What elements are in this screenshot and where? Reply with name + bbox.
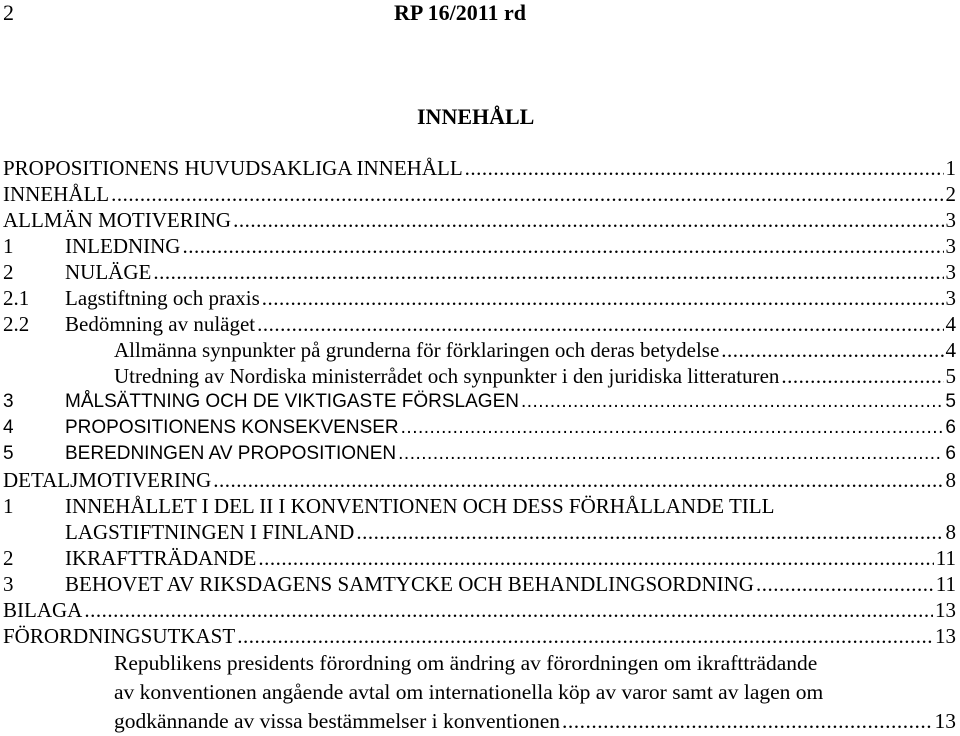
toc-entry[interactable] bbox=[3, 571, 956, 597]
toc-entry-title: BEREDNINGEN AV PROPOSITIONEN bbox=[65, 443, 397, 464]
toc-entry-page: 5 bbox=[945, 391, 956, 412]
toc-entry-title: PROPOSITIONENS KONSEKVENSER bbox=[65, 417, 399, 438]
toc-entry-title: INLEDNING bbox=[65, 234, 181, 258]
toc-entry-title: FÖRORDNINGSUTKAST bbox=[3, 624, 236, 648]
toc-entry[interactable] bbox=[3, 181, 956, 207]
toc-entry-number: 1 bbox=[3, 494, 14, 518]
toc-entry-title: IKRAFTTRÄDANDE bbox=[65, 546, 257, 570]
toc-entry-number: 2.2 bbox=[3, 312, 30, 336]
toc-entry[interactable] bbox=[3, 467, 956, 493]
toc-entry-number: 3 bbox=[3, 572, 14, 596]
dot-leader bbox=[465, 155, 944, 181]
toc-entry[interactable] bbox=[3, 389, 956, 415]
toc-entry[interactable] bbox=[3, 597, 956, 623]
toc-entry-number: 2 bbox=[3, 546, 14, 570]
toc-entry[interactable] bbox=[3, 207, 956, 233]
toc-entry-page: 13 bbox=[935, 598, 956, 622]
toc-entry-page: 8 bbox=[945, 468, 956, 492]
toc-entry-title: godkännande av vissa bestämmelser i konventionen bbox=[114, 709, 561, 733]
toc-entry-number: 2.1 bbox=[3, 286, 30, 310]
toc-entry[interactable] bbox=[3, 155, 956, 181]
toc-entry-number: 1 bbox=[3, 234, 14, 258]
toc-entry[interactable] bbox=[3, 259, 956, 285]
toc-entry-title: INNEHÅLL bbox=[3, 182, 110, 206]
toc-entry-title: INNEHÅLLET I DEL II I KONVENTIONEN OCH DESS FÖRHÅLLANDE TILL bbox=[65, 494, 775, 518]
toc-entry-page: 3 bbox=[945, 208, 956, 232]
toc-entry-title: Lagstiftning och praxis bbox=[65, 286, 260, 310]
toc-entry[interactable] bbox=[3, 623, 956, 649]
toc-entry-page: 13 bbox=[935, 624, 956, 648]
toc-entry-title: av konventionen angående avtal om internationella köp av varor samt av lagen om bbox=[114, 680, 824, 704]
toc-entry-page: 4 bbox=[945, 312, 956, 336]
dot-leader bbox=[213, 467, 943, 493]
toc-entry-page: 11 bbox=[935, 546, 956, 570]
toc-entry-title: Bedömning av nuläget bbox=[65, 312, 256, 336]
dot-leader bbox=[258, 545, 933, 571]
toc-entry-title: BILAGA bbox=[3, 598, 83, 622]
toc-entry-page: 4 bbox=[945, 338, 956, 362]
document-code: RP 16/2011 rd bbox=[394, 0, 527, 25]
toc-entry[interactable] bbox=[3, 233, 956, 259]
toc-entry[interactable] bbox=[3, 363, 956, 389]
toc-entry-number: 4 bbox=[3, 417, 14, 438]
dot-leader bbox=[562, 707, 932, 736]
toc-entry[interactable] bbox=[3, 678, 956, 707]
dot-leader bbox=[262, 285, 944, 311]
toc-entry[interactable] bbox=[3, 707, 956, 736]
dot-leader bbox=[756, 571, 934, 597]
toc-entry-page: 6 bbox=[945, 417, 956, 438]
toc-entry-number: 5 bbox=[3, 443, 14, 464]
toc-entry-page: 6 bbox=[945, 443, 956, 464]
toc-entry-page: 3 bbox=[945, 260, 956, 284]
dot-leader bbox=[257, 311, 943, 337]
toc-entry[interactable] bbox=[3, 415, 956, 441]
dot-leader bbox=[781, 363, 943, 389]
toc-entry-page: 2 bbox=[945, 182, 956, 206]
toc-entry-title: Utredning av Nordiska ministerrådet och synpunkter i den juridiska litteraturen bbox=[114, 364, 780, 388]
toc-entry-title: MÅLSÄTTNING OCH DE VIKTIGASTE FÖRSLAGEN bbox=[65, 391, 519, 412]
toc-entry-page: 1 bbox=[945, 156, 956, 180]
toc-entry-title: LAGSTIFTNINGEN I FINLAND bbox=[65, 520, 355, 544]
toc-entry[interactable] bbox=[3, 285, 956, 311]
page-number: 2 bbox=[3, 0, 14, 25]
dot-leader bbox=[111, 181, 943, 207]
dot-leader bbox=[521, 389, 943, 415]
toc-entry-page: 5 bbox=[945, 364, 956, 388]
toc-entry-title: BEHOVET AV RIKSDAGENS SAMTYCKE OCH BEHANDLINGSORDNING bbox=[65, 572, 754, 596]
dot-leader bbox=[233, 207, 943, 233]
toc-entry-page: 3 bbox=[945, 286, 956, 310]
toc-entry[interactable] bbox=[3, 337, 956, 363]
dot-leader bbox=[401, 415, 944, 441]
toc-entry-title: ALLMÄN MOTIVERING bbox=[3, 208, 232, 232]
dot-leader bbox=[356, 519, 943, 545]
toc-entry[interactable] bbox=[3, 545, 956, 571]
toc-entry[interactable] bbox=[3, 519, 956, 545]
toc-entry-number: 2 bbox=[3, 260, 14, 284]
toc-entry-page: 3 bbox=[945, 234, 956, 258]
toc-entry-page: 11 bbox=[935, 572, 956, 596]
toc-entry-title: Allmänna synpunkter på grunderna för förklaringen och deras betydelse bbox=[114, 338, 720, 362]
toc-entry[interactable] bbox=[3, 649, 956, 678]
toc-entry-title: DETALJMOTIVERING bbox=[3, 468, 212, 492]
toc-entry-page: 8 bbox=[945, 520, 956, 544]
toc-entry[interactable] bbox=[3, 493, 956, 519]
dot-leader bbox=[237, 623, 933, 649]
toc-entry[interactable] bbox=[3, 311, 956, 337]
dot-leader bbox=[182, 233, 943, 259]
dot-leader bbox=[398, 441, 943, 467]
dot-leader bbox=[153, 259, 943, 285]
table-of-contents bbox=[3, 155, 956, 736]
dot-leader bbox=[84, 597, 933, 623]
toc-heading: INNEHÅLL bbox=[417, 104, 535, 129]
toc-entry-title: NULÄGE bbox=[65, 260, 152, 284]
toc-entry-number: 3 bbox=[3, 391, 14, 412]
toc-entry-title: PROPOSITIONENS HUVUDSAKLIGA INNEHÅLL bbox=[3, 156, 463, 180]
toc-entry[interactable] bbox=[3, 441, 956, 467]
toc-entry-page: 13 bbox=[934, 709, 956, 733]
dot-leader bbox=[721, 337, 943, 363]
toc-entry-title: Republikens presidents förordning om ändring av förordningen om ikraftträdande bbox=[114, 651, 818, 675]
